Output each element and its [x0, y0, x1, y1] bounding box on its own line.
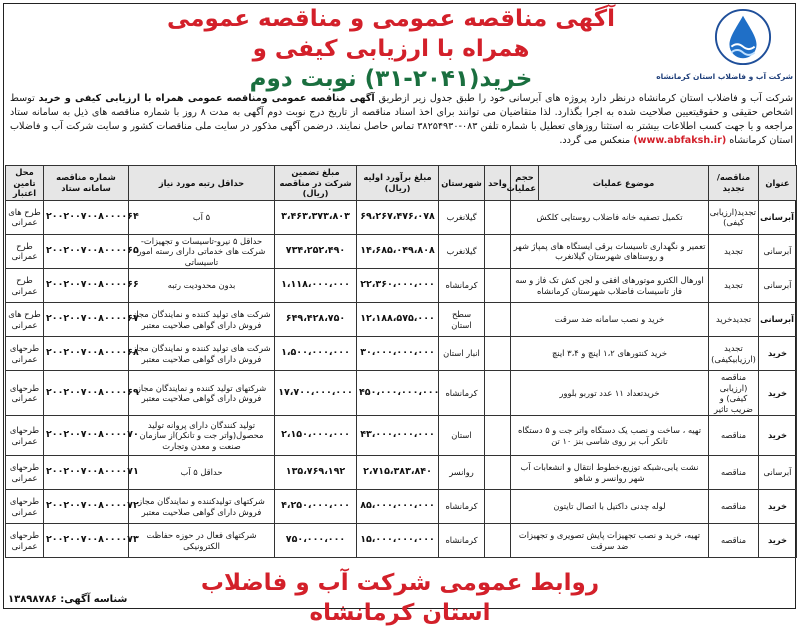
cell-title: خرید	[759, 371, 797, 416]
column-header: شماره مناقصه سامانه ستاد	[44, 166, 129, 201]
cell-city: کرمانشاه	[439, 490, 485, 524]
cell-fund: طرحهای عمرانی	[6, 416, 44, 456]
cell-subject: تعمیر و نگهداری تاسیسات برقی ایستگاه های پمپاژ شهر و روستاهای شهرستان گیلانغرب	[511, 234, 709, 269]
cell-rank: حداقل ۵ نیرو-تاسیسات و تجهیزات- شرکت های خدماتی دارای رسته امور تاسیساتی	[129, 234, 275, 269]
cell-subject: تهیه، خرید و نصب تجهیزات پایش تصویری و تجهیزات ضد سرقت	[511, 524, 709, 558]
website-link[interactable]: (www.abfaksh.ir)	[633, 135, 727, 146]
cell-title: خرید	[759, 524, 797, 558]
table-row	[6, 371, 797, 416]
intro-paragraph	[10, 92, 793, 148]
table-row	[6, 303, 797, 337]
cell-city: سطح استان	[439, 303, 485, 337]
cell-unit	[485, 490, 511, 524]
cell-title: آبرسانی	[759, 303, 797, 337]
cell-fund: طرح های عمرانی	[6, 200, 44, 234]
logo-caption: شرکت آب و فاضلاب استان کرمانشاه	[656, 72, 793, 81]
cell-unit	[485, 269, 511, 303]
cell-type: تجدید(ارزیابی کیفی)	[709, 200, 759, 234]
cell-guarantee: ۳،۴۶۳،۳۷۳،۸۰۳	[275, 200, 357, 234]
cell-subject: خریدتعداد ۱۱ عدد توربو بلوور	[511, 371, 709, 416]
cell-rank: ۵ آب	[129, 200, 275, 234]
intro-text-2: توسط اشخاص حقیقی و حقوقیتعیین صلاحیت شده به اجرا بگذارد. لذا متقاضیان می توانند برای اخذ اسناد مناقصه از تاریخ درج نوبت دوم آگهی به مدت ۸ روز با شماره مناقصه های ذیل به سامانه ستاد مراجعه و یا جهت کسب اطلاعات بیشتر به استثنا روزهای تعطیل با شماره تلفن ۰۸۳-۳۸۲۵۴۹۳۰ تماس حاصل نمایند. درضمن آگهی مذکور در سایت ملی مناقصات کشور و سایت شرکت آب و فاضلاب استان کرمانشاه	[10, 93, 793, 146]
column-header: محل تامین اعتبار	[6, 166, 44, 201]
column-header: مبلغ تضمین شرکت در مناقصه (ریال)	[275, 166, 357, 201]
table-row	[6, 524, 797, 558]
cell-subject: نشت یابی،شبکه توزیع،خطوط انتقال و انشعابات آب شهر روانسر و شاهو	[511, 456, 709, 490]
cell-rank: بدون محدودیت رتبه	[129, 269, 275, 303]
cell-type: مناقصه	[709, 524, 759, 558]
cell-estimate: ۱۴،۶۸۵،۰۴۹،۸۰۸	[357, 234, 439, 269]
cell-estimate: ۲،۷۱۵،۳۸۳،۸۴۰	[357, 456, 439, 490]
cell-title: آبرسانی	[759, 200, 797, 234]
cell-rank: شرکت های تولید کننده و نمایندگان مجاز فروش دارای گواهی صلاحیت معتبر	[129, 337, 275, 371]
cell-unit	[485, 416, 511, 456]
table-row	[6, 200, 797, 234]
cell-estimate: ۸۵،۰۰۰،۰۰۰،۰۰۰	[357, 490, 439, 524]
cell-title: آبرسانی	[759, 234, 797, 269]
cell-unit	[485, 303, 511, 337]
cell-estimate: ۲۲،۳۶۰،۰۰۰،۰۰۰	[357, 269, 439, 303]
cell-type: مناقصه (ارزیابی کیفی) و ضریب تاثیر	[709, 371, 759, 416]
table-row	[6, 490, 797, 524]
cell-title: آبرسانی	[759, 456, 797, 490]
cell-estimate: ۳۰،۰۰۰،۰۰۰،۰۰۰	[357, 337, 439, 371]
cell-guarantee: ۴،۲۵۰،۰۰۰،۰۰۰	[275, 490, 357, 524]
intro-text-1: شرکت آب و فاضلاب استان کرمانشاه درنظر دارد پروژه های آبرسانی خود را طبق جدول زیر ازطریق	[374, 93, 793, 104]
cell-city: کرمانشاه	[439, 269, 485, 303]
cell-title: خرید	[759, 490, 797, 524]
table-body	[6, 200, 797, 558]
cell-estimate: ۴۳،۰۰۰،۰۰۰،۰۰۰	[357, 416, 439, 456]
cell-fund: طرحهای عمرانی	[6, 524, 44, 558]
cell-guarantee: ۱۷،۷۰۰،۰۰۰،۰۰۰	[275, 371, 357, 416]
cell-type: مناقصه	[709, 490, 759, 524]
cell-unit	[485, 524, 511, 558]
column-header: مبلغ برآورد اولیه (ریال)	[357, 166, 439, 201]
cell-type: مناقصه	[709, 416, 759, 456]
cell-unit	[485, 337, 511, 371]
cell-guarantee: ۱۳۵،۷۶۹،۱۹۲	[275, 456, 357, 490]
cell-city: استان	[439, 416, 485, 456]
title-line-2: خرید(۲۰۴۱-۳۱) نوبت دوم	[249, 66, 533, 92]
cell-tender-no: ۲۰۰۲۰۰۷۰۰۸۰۰۰۰۷۰	[44, 416, 129, 456]
cell-city: روانسر	[439, 456, 485, 490]
cell-guarantee: ۶۴۹،۴۲۸،۷۵۰	[275, 303, 357, 337]
column-header: شهرستان	[439, 166, 485, 201]
tenders-table	[5, 165, 797, 558]
cell-fund: طرح های عمرانی	[6, 303, 44, 337]
cell-title: آبرسانی	[759, 269, 797, 303]
cell-estimate: ۴۵۰،۰۰۰،۰۰۰،۰۰۰	[357, 371, 439, 416]
cell-type: مناقصه	[709, 456, 759, 490]
cell-subject: اورهال الکترو موتورهای افقی و لجن کش تک فاز و سه فاز تاسیسات فاضلاب شهرستان کرمانشاه	[511, 269, 709, 303]
cell-fund: طرح عمرانی	[6, 269, 44, 303]
cell-subject: خرید کنتورهای ۱،۲ اینچ و ۳،۴ اینچ	[511, 337, 709, 371]
water-drop-logo-icon	[714, 8, 772, 66]
cell-type: تجدیدخرید	[709, 303, 759, 337]
cell-city: گیلانغرب	[439, 200, 485, 234]
table-row	[6, 234, 797, 269]
cell-title: خرید	[759, 416, 797, 456]
cell-rank: حداقل ۵ آب	[129, 456, 275, 490]
cell-guarantee: ۷۵۰،۰۰۰،۰۰۰	[275, 524, 357, 558]
cell-tender-no: ۲۰۰۲۰۰۷۰۰۸۰۰۰۰۶۷	[44, 303, 129, 337]
cell-tender-no: ۲۰۰۲۰۰۷۰۰۸۰۰۰۰۷۱	[44, 456, 129, 490]
intro-bold-text: آگهی مناقصه عمومی ومناقصه عمومی همراه با ارزیابی کیفی و خرید	[38, 93, 375, 104]
cell-estimate: ۱۵،۰۰۰،۰۰۰،۰۰۰	[357, 524, 439, 558]
cell-fund: طرحهای عمرانی	[6, 337, 44, 371]
cell-unit	[485, 371, 511, 416]
cell-unit	[485, 456, 511, 490]
column-header: عنوان	[759, 166, 797, 201]
cell-type: تجدید	[709, 234, 759, 269]
cell-subject: تکمیل تصفیه خانه فاضلاب روستایی کلکش	[511, 200, 709, 234]
cell-rank: شرکتهای تولید کننده و نمایندگان مجاز فروش دارای گواهی صلاحیت معتبر	[129, 371, 275, 416]
intro-text-3: منعکس می گردد.	[559, 135, 634, 146]
cell-tender-no: ۲۰۰۲۰۰۷۰۰۸۰۰۰۰۶۹	[44, 371, 129, 416]
cell-rank: شرکت های تولید کننده و نمایندگان مجاز فروش دارای گواهی صلاحیت معتبر	[129, 303, 275, 337]
cell-city: کرمانشاه	[439, 371, 485, 416]
cell-subject: خرید و نصب سامانه ضد سرقت	[511, 303, 709, 337]
column-header: واحد	[485, 166, 511, 201]
company-logo	[656, 8, 793, 88]
cell-tender-no: ۲۰۰۲۰۰۷۰۰۸۰۰۰۰۶۸	[44, 337, 129, 371]
table-row	[6, 269, 797, 303]
cell-city: انبار استان	[439, 337, 485, 371]
column-header: حداقل رتبه مورد نیاز	[129, 166, 275, 201]
cell-tender-no: ۲۰۰۲۰۰۷۰۰۸۰۰۰۰۷۳	[44, 524, 129, 558]
cell-title: خرید	[759, 337, 797, 371]
table-row	[6, 456, 797, 490]
column-header: موضوع عملیات	[539, 166, 709, 201]
table-row	[6, 416, 797, 456]
cell-rank: تولید کنندگان دارای پروانه تولید محصول(واتر جت و تانکر)از سازمان صنعت و معدن وتجارت	[129, 416, 275, 456]
cell-rank: شرکتهای فعال در حوزه حفاظت الکترونیکی	[129, 524, 275, 558]
cell-type: تجدید	[709, 269, 759, 303]
table-header-row	[6, 166, 797, 201]
cell-fund: طرحهای عمرانی	[6, 371, 44, 416]
notice-title	[131, 4, 651, 94]
cell-estimate: ۱۲،۱۸۸،۵۷۵،۰۰۰	[357, 303, 439, 337]
cell-tender-no: ۲۰۰۲۰۰۷۰۰۸۰۰۰۰۶۵	[44, 234, 129, 269]
title-line-1: آگهی مناقصه عمومی و مناقصه عمومی همراه با ارزیابی کیفی و	[166, 6, 616, 62]
cell-subject: تهیه ، ساخت و نصب یک دستگاه واتر جت و ۵ دستگاه تانکر آب بر روی شاسی بنز ۱۰ تن	[511, 416, 709, 456]
cell-guarantee: ۱،۱۱۸،۰۰۰،۰۰۰	[275, 269, 357, 303]
cell-city: کرمانشاه	[439, 524, 485, 558]
cell-tender-no: ۲۰۰۲۰۰۷۰۰۸۰۰۰۰۶۴	[44, 200, 129, 234]
cell-tender-no: ۲۰۰۲۰۰۷۰۰۸۰۰۰۰۷۲	[44, 490, 129, 524]
column-header: حجم عملیات	[511, 166, 539, 201]
cell-tender-no: ۲۰۰۲۰۰۷۰۰۸۰۰۰۰۶۶	[44, 269, 129, 303]
cell-unit	[485, 234, 511, 269]
cell-subject: لوله چدنی داکتیل با اتصال تایتون	[511, 490, 709, 524]
notice-id: شناسه آگهی: ۱۳۸۹۸۷۸۶	[8, 594, 128, 605]
cell-fund: طرحهای عمرانی	[6, 456, 44, 490]
cell-city: گیلانغرب	[439, 234, 485, 269]
column-header: مناقصه/ تجدید	[709, 166, 759, 201]
cell-rank: شرکتهای تولیدکننده و نمایندگان مجاز فروش دارای گواهی صلاحیت معتبر	[129, 490, 275, 524]
signature: روابط عمومی شرکت آب و فاضلاب استان کرمانشاه	[200, 570, 600, 626]
cell-fund: طرح عمرانی	[6, 234, 44, 269]
cell-fund: طرحهای عمرانی	[6, 490, 44, 524]
table-row	[6, 337, 797, 371]
cell-guarantee: ۷۳۴،۲۵۲،۴۹۰	[275, 234, 357, 269]
cell-estimate: ۶۹،۲۶۷،۴۷۶،۰۷۸	[357, 200, 439, 234]
cell-guarantee: ۲،۱۵۰،۰۰۰،۰۰۰	[275, 416, 357, 456]
cell-type: تجدید (ارزیابیکیفی)	[709, 337, 759, 371]
cell-unit	[485, 200, 511, 234]
cell-guarantee: ۱،۵۰۰،۰۰۰،۰۰۰	[275, 337, 357, 371]
